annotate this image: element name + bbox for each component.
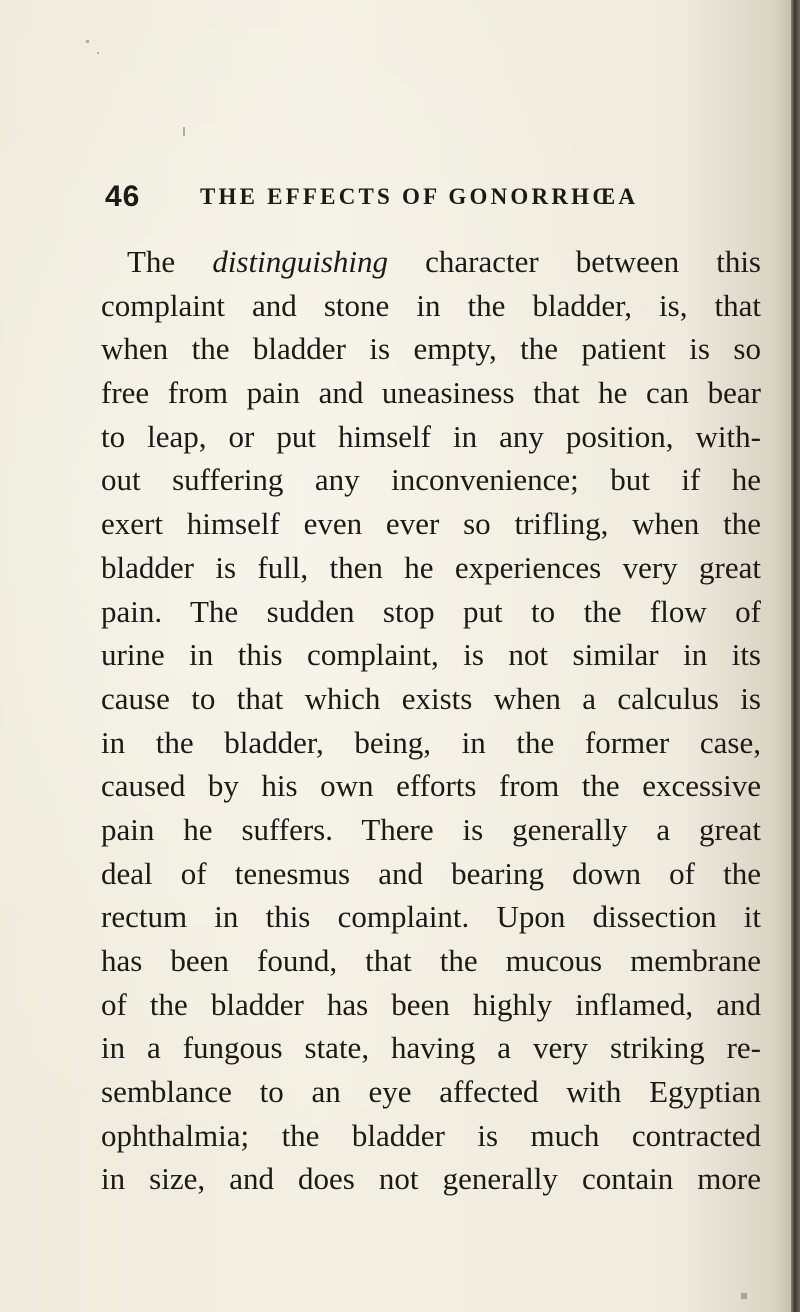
text-line: caused by his own efforts from the excessive [101, 768, 761, 804]
text-run: character between this [388, 244, 761, 279]
text-line: complaint and stone in the bladder, is, that [101, 287, 761, 323]
text-line: of the bladder has been highly inflamed, and [101, 986, 761, 1022]
page-number: 46 [105, 180, 141, 213]
text-line: in the bladder, being, in the former case, [101, 724, 761, 760]
ink-speck [97, 52, 99, 54]
text-line [101, 240, 761, 284]
italic-word: distinguishing [212, 244, 389, 279]
text-line: out suffering any inconvenience; but if he [101, 462, 761, 498]
text-line: when the bladder is empty, the patient is so [101, 331, 761, 367]
text-line: free from pain and uneasiness that he can bear [101, 375, 761, 411]
text-line: deal of tenesmus and bearing down of the [101, 855, 761, 891]
ink-speck [741, 1293, 747, 1299]
body-text [101, 240, 761, 1201]
ink-speck [183, 127, 185, 136]
text-line: exert himself even ever so trifling, when the [101, 506, 761, 542]
text-line: ophthalmia; the bladder is much contracted [101, 1117, 761, 1153]
page-header [105, 178, 745, 218]
ink-speck [86, 40, 89, 43]
text-line: cause to that which exists when a calculus is [101, 680, 761, 716]
text-line: in size, and does not generally contain more [101, 1161, 761, 1197]
text-line: rectum in this complaint. Upon dissection it [101, 899, 761, 935]
text-line: bladder is full, then he experiences very great [101, 549, 761, 585]
text-line: semblance to an eye affected with Egyptian [101, 1074, 761, 1110]
text-line: pain he suffers. There is generally a great [101, 811, 761, 847]
text-line: urine in this complaint, is not similar in its [101, 637, 761, 673]
text-line: pain. The sudden stop put to the flow of [101, 593, 761, 629]
text-line: to leap, or put himself in any position, with- [101, 418, 761, 454]
running-head: THE EFFECTS OF GONORRHŒA [200, 184, 639, 209]
text-line: has been found, that the mucous membrane [101, 943, 761, 978]
text-line: in a fungous state, having a very striking re- [101, 1030, 761, 1066]
page-edge-shadow [791, 0, 800, 1312]
text-run: The [127, 244, 213, 279]
